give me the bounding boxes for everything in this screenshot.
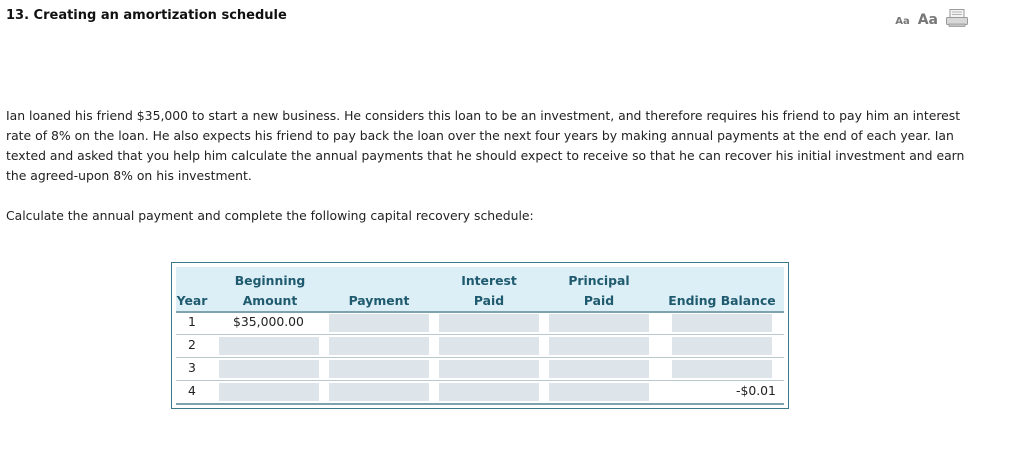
decrease-font-button[interactable]: Aa bbox=[895, 16, 910, 27]
increase-font-button[interactable]: Aa bbox=[917, 12, 938, 28]
interest-paid-input[interactable] bbox=[439, 337, 539, 355]
row-year: 2 bbox=[188, 337, 196, 352]
header-beginning-line1: Beginning bbox=[234, 273, 306, 288]
row-year: 4 bbox=[188, 383, 196, 398]
principal-paid-input[interactable] bbox=[549, 337, 649, 355]
ending-balance-input[interactable] bbox=[672, 314, 772, 332]
header-year: Year bbox=[176, 293, 208, 308]
interest-paid-input[interactable] bbox=[439, 383, 539, 401]
header-interest-line2: Paid bbox=[473, 293, 505, 308]
row-year: 3 bbox=[188, 360, 196, 375]
header-beginning-line2: Amount bbox=[242, 293, 298, 308]
header-ending-balance: Ending Balance bbox=[668, 293, 776, 308]
principal-paid-input[interactable] bbox=[549, 383, 649, 401]
payment-input[interactable] bbox=[329, 360, 429, 378]
table-row bbox=[176, 334, 784, 358]
header-principal-line2: Paid bbox=[583, 293, 615, 308]
header-principal-line1: Principal bbox=[568, 273, 630, 288]
table-row bbox=[176, 380, 784, 405]
interest-paid-input[interactable] bbox=[439, 360, 539, 378]
ending-balance-input[interactable] bbox=[672, 337, 772, 355]
payment-input[interactable] bbox=[329, 383, 429, 401]
table-row bbox=[176, 311, 784, 335]
payment-input[interactable] bbox=[329, 314, 429, 332]
toolbar bbox=[895, 6, 968, 28]
beginning-amount-input[interactable] bbox=[219, 337, 319, 355]
problem-paragraph: Ian loaned his friend $35,000 to start a new business. He considers this loan to be an investment, and therefore requires his friend to pay him an interest rate of 8% on the loan. He also expects his friend to pay back the loan over the next four years by making annual payments at the end of each year. Ian texted and asked that you help him calculate the annual payments that he should expect to receive so that he can recover his initial investment and earn the agreed-upon 8% on his investment. bbox=[6, 108, 965, 183]
header-payment: Payment bbox=[348, 293, 410, 308]
schedule-header bbox=[176, 267, 784, 313]
beginning-amount-value: $35,000.00 bbox=[233, 314, 304, 329]
principal-paid-input[interactable] bbox=[549, 314, 649, 332]
row-year: 1 bbox=[188, 314, 196, 329]
instruction-text: Calculate the annual payment and complete the following capital recovery schedule: bbox=[6, 208, 534, 223]
ending-balance-value: -$0.01 bbox=[736, 383, 776, 398]
beginning-amount-input[interactable] bbox=[219, 360, 319, 378]
ending-balance-input[interactable] bbox=[672, 360, 772, 378]
capital-recovery-schedule bbox=[171, 262, 789, 409]
question-title: 13. Creating an amortization schedule bbox=[6, 8, 287, 23]
interest-paid-input[interactable] bbox=[439, 314, 539, 332]
beginning-amount-input[interactable] bbox=[219, 383, 319, 401]
payment-input[interactable] bbox=[329, 337, 429, 355]
principal-paid-input[interactable] bbox=[549, 360, 649, 378]
header-interest-line1: Interest bbox=[461, 273, 517, 288]
print-icon[interactable] bbox=[946, 9, 968, 27]
table-row bbox=[176, 357, 784, 381]
